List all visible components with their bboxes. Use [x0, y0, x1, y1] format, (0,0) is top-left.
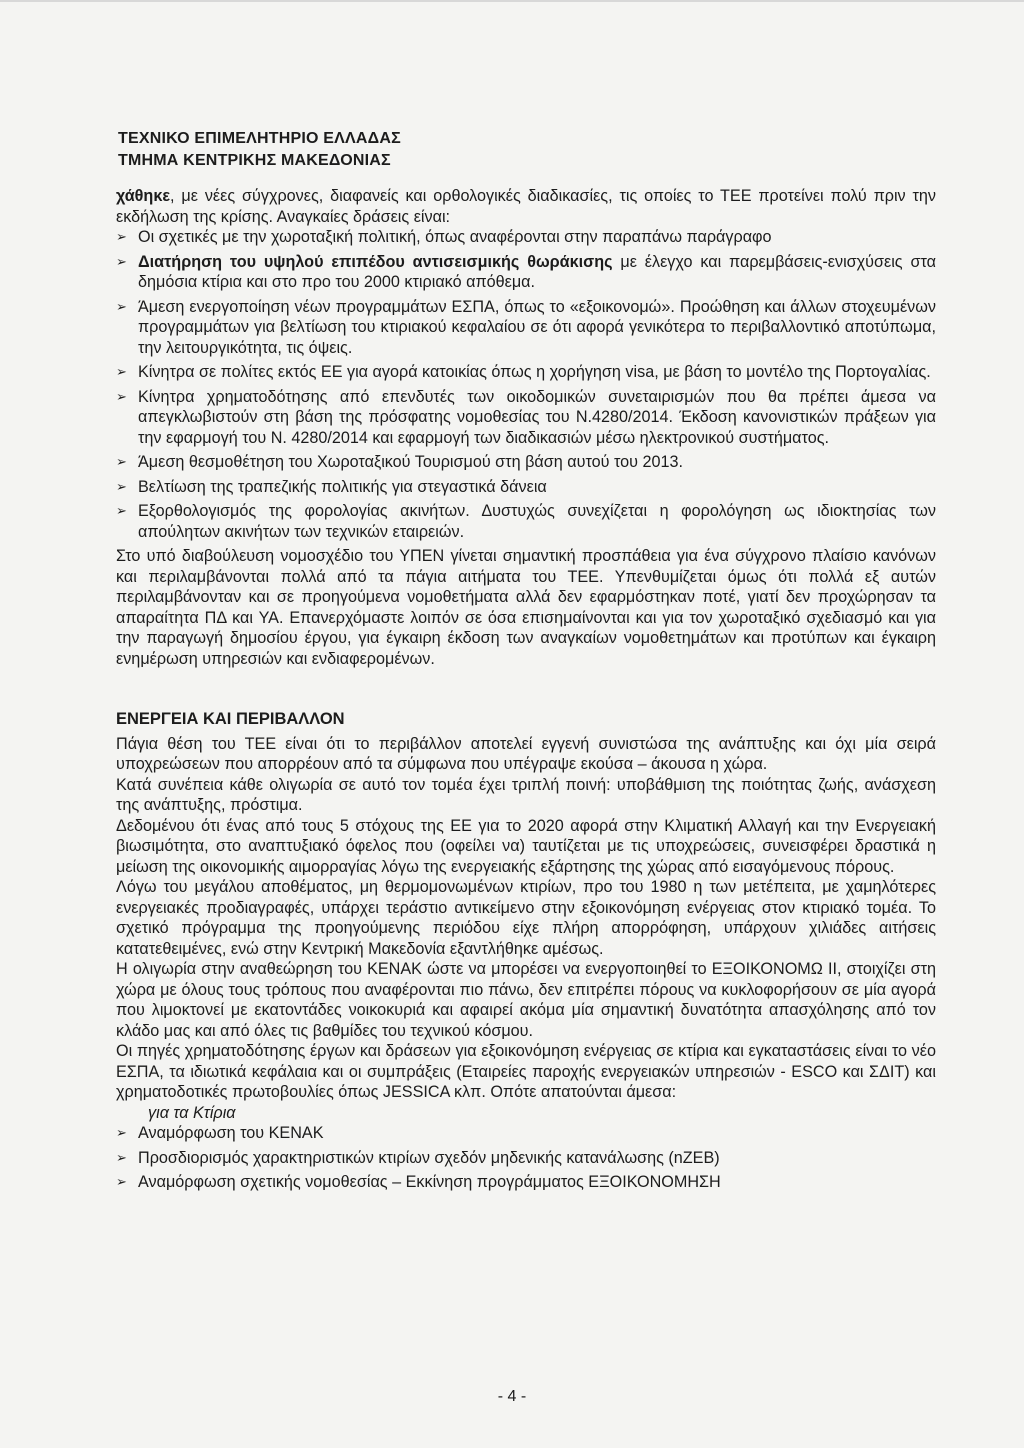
arrow-bullet-icon: ➢: [116, 298, 127, 314]
buildings-subheading: για τα Κτίρια: [148, 1103, 236, 1122]
energy-paragraph: Η ολιγωρία στην αναθεώρηση του ΚΕΝΑΚ ώστε να μπορέσει να ενεργοποιηθεί το ΕΞΟΙΚΟΝΟΜΩ ΙΙ, στοιχίζει στη χώρα με όλους τους τρόπους που αναφέρονται πιο πάνω, δεν επιτρέπει πόρους να κυκλοφορήσουν σε μία αγορά που λιμοκτονεί με εκατοντάδες νοικοκυριά και αφαιρεί ακόμα μία σημαντική δυνατότητα απασχόλησης από τον κλάδο μας και από όλες τις βαθμίδες του τεχνικού κόσμου.: [116, 960, 936, 1040]
action-item: ➢ Βελτίωση της τραπεζικής πολιτικής για στεγαστικά δάνεια: [116, 477, 547, 496]
arrow-bullet-icon: ➢: [116, 253, 127, 269]
letterhead: [118, 128, 401, 172]
arrow-bullet-icon: ➢: [116, 229, 127, 244]
energy-paragraph: Δεδομένου ότι ένας από τους 5 στόχους της ΕΕ για το 2020 αφορά στην Κλιματική Αλλαγή και την Ενεργειακή βιωσιμότητα, στο αναπτυξιακό όφελος που (οφείλει να) ταυτίζεται με τις υποχρεώσεις, συνεισφέρει δραστικά η μείωση της οικονομικής αιμορραγίας λόγω της ενεργειακής εξάρτησης της χώρας από εισαγόμενους πόρους.: [116, 816, 936, 876]
buildings-item: ➢ Προσδιορισμός χαρακτηριστικών κτιρίων σχεδόν μηδενικής κατανάλωσης (nZEB): [116, 1148, 720, 1167]
intro-text: , με νέες σύγχρονες, διαφανείς και ορθολογικές διαδικασίες, τις οποίες το ΤΕΕ προτείνει πολύ πριν την εκδήλωση της κρίσης. Αναγκαίες δράσεις είναι:: [116, 187, 936, 226]
action-item: ➢ Κίνητρα χρηματοδότησης από επενδυτές των οικοδομικών συνεταιρισμών που θα πρέπει άμεσα να απεγκλωβιστούν στη βάση της πρόσφατης νομοθεσίας του Ν.4280/2014. Έκδοση κανονιστικών πράξεων για την εφαρμογή του Ν. 4280/2014 και εφαρμογή των διαδικασιών μέσω ηλεκτρονικού συστήματος.: [116, 387, 936, 447]
action-item: ➢ Οι σχετικές με την χωροταξική πολιτική, όπως αναφέρονται στην παραπάνω παράγραφο: [116, 228, 772, 246]
page-number: - 4 -: [497, 1388, 527, 1405]
buildings-item: ➢ Αναμόρφωση σχετικής νομοθεσίας – Εκκίνηση προγράμματος ΕΞΟΙΚΟΝΟΜΗΣΗ: [116, 1173, 721, 1191]
energy-paragraph: Κατά συνέπεια κάθε ολιγωρία σε αυτό τον τομέα έχει τριπλή ποινή: υποβάθμιση της ποιότητας ζωής, ανάσχεση της ανάπτυξης, πρόστιμα.: [116, 775, 936, 814]
buildings-item: ➢ Αναμόρφωση του ΚΕΝΑΚ: [116, 1124, 324, 1142]
arrow-bullet-icon: ➢: [116, 364, 127, 379]
arrow-bullet-icon: ➢: [116, 1125, 127, 1140]
arrow-bullet-icon: ➢: [116, 388, 127, 404]
scan-edge: [0, 0, 1024, 2]
arrow-bullet-icon: ➢: [116, 1174, 127, 1189]
organization-name: ΤΕΧΝΙΚΟ ΕΠΙΜΕΛΗΤΗΡΙΟ ΕΛΛΑΔΑΣ: [118, 130, 401, 147]
energy-paragraph: Λόγω του μεγάλου αποθέματος, μη θερμομονωμένων κτιρίων, προ του 1980 η των μετέπειτα, με χαμηλότερες ενεργειακές προδιαγραφές, υπάρχει τεράστιο αντικείμενο στην εξοικονόμηση ενέργειας στον κτιριακό τομέα. Το σχετικό πρόγραμμα της προηγούμενης περιόδου είχε πλήρη απορρόφηση, υπάρχουν χιλιάδες αιτήσεις κατατεθειμένες, ενώ στην Κεντρική Μακεδονία εξαντλήθηκε αμέσως.: [116, 878, 936, 958]
action-item: ➢ Άμεση θεσμοθέτηση του Χωροταξικού Τουρισμού στη βάση αυτού του 2013.: [116, 453, 683, 471]
arrow-bullet-icon: ➢: [116, 454, 127, 469]
arrow-bullet-icon: ➢: [116, 1149, 127, 1165]
buildings-list: [116, 1123, 936, 1193]
arrow-bullet-icon: ➢: [116, 478, 127, 494]
action-item: ➢ Εξορθολογισμός της φορολογίας ακινήτων. Δυστυχώς συνεχίζεται η φορολόγηση ως ιδιοκτησίας των απούλητων ακινήτων των τεχνικών εταιρειών.: [116, 502, 936, 541]
arrow-bullet-icon: ➢: [116, 503, 127, 518]
energy-paragraph: Οι πηγές χρηματοδότησης έργων και δράσεων για εξοικονόμηση ενέργειας σε κτίρια και εγκαταστάσεις είναι το νέο ΕΣΠΑ, τα ιδιωτικά κεφάλαια και οι συμπράξεις (Εταιρείες παροχής ενεργειακών υπηρεσιών - ESCO και ΣΔΙΤ) και χρηματοδοτικές πρωτοβουλίες όπως JESSICA κλπ. Οπότε απατούνται άμεσα:: [116, 1042, 936, 1101]
energy-paragraph: Πάγια θέση του ΤΕΕ είναι ότι το περιβάλλον αποτελεί εγγενή συνιστώσα της ανάπτυξης και όχι μία σειρά υποχρεώσεων που απορρέουν από τα σύμφωνα που υπέγραψε εκούσα – άκουσα η χώρα.: [116, 734, 936, 773]
document-body: [116, 186, 936, 1197]
action-item: ➢ Κίνητρα σε πολίτες εκτός ΕΕ για αγορά κατοικίας όπως η χορήγηση visa, με βάση το μοντέλο της Πορτογαλίας.: [116, 363, 931, 381]
ypen-paragraph: Στο υπό διαβούλευση νομοσχέδιο του ΥΠΕΝ γίνεται σημαντική προσπάθεια για ένα σύγχρονο πλαίσιο κανόνων και περιλαμβάνονται πολλά από τα πάγια αιτήματα του ΤΕΕ. Υπενθυμίζεται όμως ότι πολλά εξ αυτών περιλαμβάνονταν και σε προηγούμενα νομοθετήματα αλλά δεν εφαρμόστηκαν ποτέ, γιατί δεν προχώρησαν τα απαραίτητα ΠΔ και ΥΑ. Επανερχόμαστε λοιπόν σε όσα επισημαίνονται και για τον χωροταξικό σχεδιασμό και για την παραγωγή δημοσίου έργου, για έγκαιρη έκδοση των αναγκαίων νομοθετημάτων και προτύπων και έγκαιρη ενημέρωση υπηρεσιών και ενδιαφερομένων.: [116, 547, 936, 668]
intro-paragraph: [116, 186, 936, 227]
action-item: ➢ Άμεση ενεργοποίηση νέων προγραμμάτων ΕΣΠΑ, όπως το «εξοικονομώ». Προώθηση και άλλων στοχευμένων προγραμμάτων για βελτίωση του κτιριακού κεφαλαίου σε ότι αφορά γενικότερα το περιβαλλοντικό αποτύπωμα, την λειτουργικότητα, τις όψεις.: [116, 297, 936, 357]
department-name: ΤΜΗΜΑ ΚΕΝΤΡΙΚΗΣ ΜΑΚΕΔΟΝΙΑΣ: [118, 152, 391, 169]
action-item: ➢ Διατήρηση του υψηλού επιπέδου αντισεισμικής θωράκισης με έλεγχο και παρεμβάσεις-ενισχύσεις στα δημόσια κτίρια και στο προ του 2000 κτιριακό απόθεμα.: [116, 252, 936, 291]
intro-bold-word: χάθηκε: [116, 187, 171, 205]
actions-list: [116, 227, 936, 542]
section-title-energy: ΕΝΕΡΓΕΙΑ ΚΑΙ ΠΕΡΙΒΑΛΛΟΝ: [116, 710, 345, 728]
